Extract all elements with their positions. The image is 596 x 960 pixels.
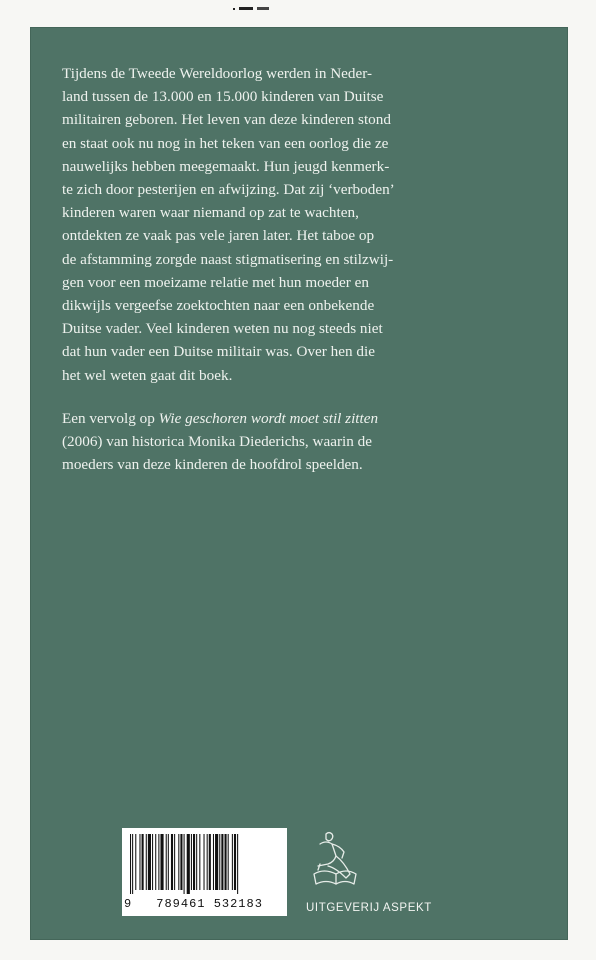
blurb-line: en staat ook nu nog in het teken van een oorlog die ze bbox=[62, 134, 389, 152]
isbn-lead-digit: 9 bbox=[124, 897, 133, 911]
blurb-paragraph-2 bbox=[62, 407, 492, 477]
blurb-line: Duitse vader. Veel kinderen weten nu nog steeds niet bbox=[62, 320, 383, 338]
blurb-line: ontdekten ze vaak pas vele jaren later. Het taboe op bbox=[62, 227, 375, 245]
barcode-bars bbox=[128, 834, 281, 894]
isbn-digits: 789461 532183 bbox=[156, 897, 263, 911]
blurb-line: te zich door pesterijen en afwijzing. Dat zij ‘verboden’ bbox=[62, 181, 395, 199]
blurb-line: Tijdens de Tweede Wereldoorlog werden in Neder- bbox=[62, 65, 373, 82]
blurb-line: dikwijls vergeefse zoektochten naar een onbekende bbox=[62, 297, 375, 315]
blurb-line: de afstamming zorgde naast stigmatisering en stilzwij- bbox=[62, 250, 394, 268]
blurb-line: kinderen waren waar niemand op zat te wachten, bbox=[62, 204, 359, 222]
blurb-text bbox=[62, 62, 492, 476]
blurb-line: (2006) van historica Monika Diederichs, waarin de bbox=[62, 433, 372, 451]
blurb-line: gen voor een moeizame relatie met hun moeder en bbox=[62, 273, 369, 291]
blurb-line: dat hun vader een Duitse militair was. Over hen die bbox=[62, 343, 375, 361]
blurb-line: moeders van deze kinderen de hoofdrol speelden. bbox=[62, 456, 363, 474]
blurb-line: nauwelijks hebben meegemaakt. Hun jeugd kenmerk- bbox=[62, 157, 390, 175]
blurb-line bbox=[62, 407, 492, 430]
reader-figure-icon bbox=[306, 830, 360, 892]
blurb-line: militairen geboren. Het leven van deze kinderen stond bbox=[62, 111, 391, 129]
top-edge-mark bbox=[233, 6, 273, 12]
publisher-name: UITGEVERIJ ASPEKT bbox=[306, 902, 432, 914]
isbn-number bbox=[124, 895, 285, 913]
blurb-line: land tussen de 13.000 en 15.000 kinderen van Duitse bbox=[62, 88, 384, 106]
blurb-paragraph-1 bbox=[62, 62, 492, 387]
blurb-line: het wel weten gaat dit boek. bbox=[62, 366, 233, 384]
prequel-book-title: Wie geschoren wordt moet stil zitten bbox=[158, 409, 379, 427]
isbn-barcode bbox=[122, 828, 287, 916]
sequel-prefix: Een vervolg op bbox=[62, 409, 159, 427]
